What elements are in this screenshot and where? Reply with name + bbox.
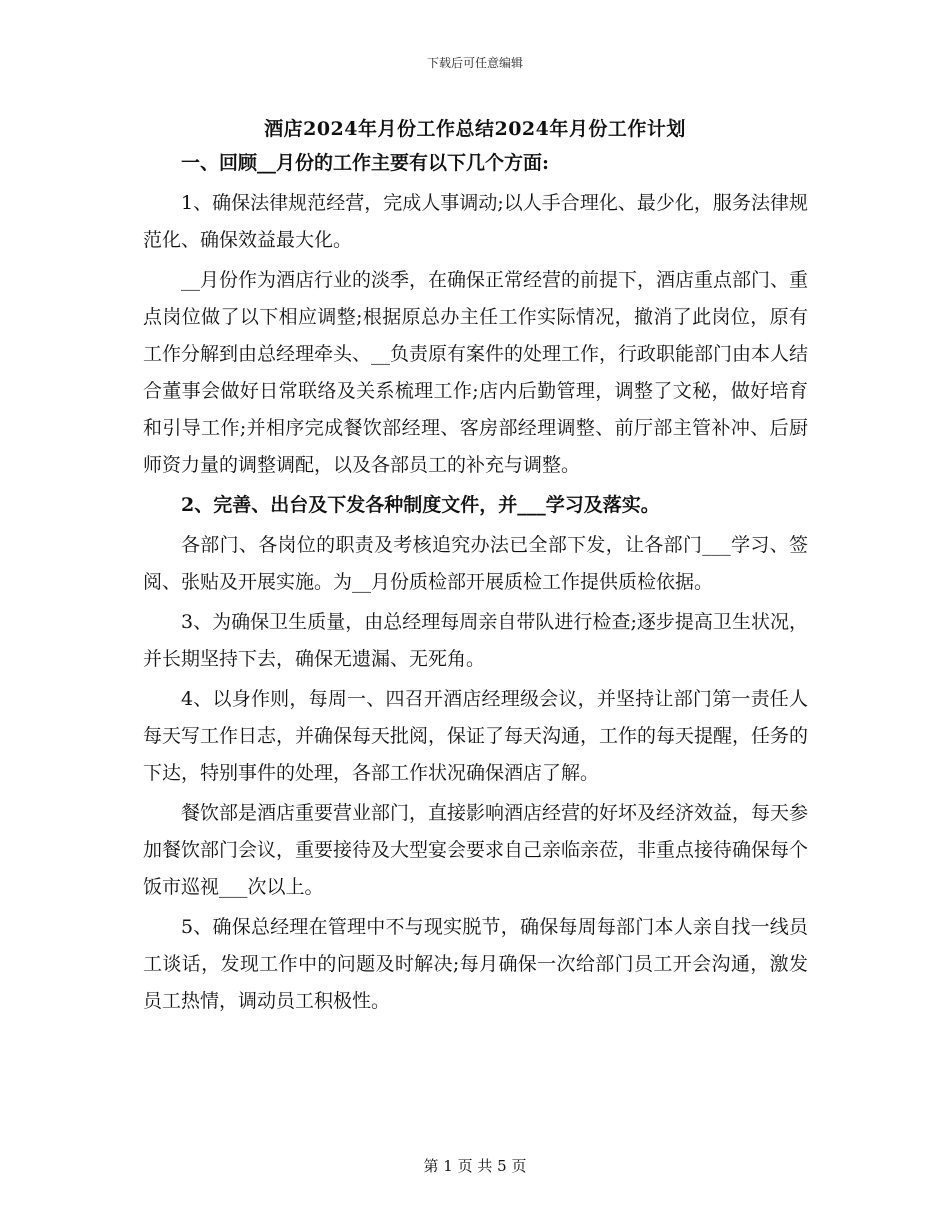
paragraph-item-3: 3、为确保卫生质量，由总经理每周亲自带队进行检查;逐步提高卫生状况，并长期坚持下去，确保无遗漏、无死角。 bbox=[143, 611, 808, 670]
paragraph-item-1: 1、确保法律规范经营，完成人事调动;以人手合理化、最少化，服务法律规范化、确保效益最大化。 bbox=[143, 192, 808, 251]
paragraph-section-1-heading: 一、回顾__月份的工作主要有以下几个方面: bbox=[181, 152, 550, 174]
page-number: 第 1 页 共 5 页 bbox=[423, 1157, 527, 1175]
paragraph-item-1-detail: __月份作为酒店行业的淡季，在确保正常经营的前提下，酒店重点部门、重点岗位做了以下相应调整;根据原总办主任工作实际情况，撤消了此岗位，原有工作分解到由总经理牵头、__负责原有案件的处理工作，行政职能部门由本人结合董事会做好日常联络及关系梳理工作;店内后勤管理，调整了文秘，做好培育和引导工作;并相序完成餐饮部经理、客房部经理调整、前厅部主管补冲、后厨师资力量的调整调配，以及各部员工的补充与调整。 bbox=[143, 269, 809, 476]
paragraph-item-4: 4、以身作则，每周一、四召开酒店经理级会议，并坚持让部门第一责任人每天写工作日志，并确保每天批阅，保证了每天沟通，工作的每天提醒，任务的下达，特别事件的处理，各部工作状况确保酒店了解。 bbox=[143, 688, 809, 784]
paragraph-item-5: 5、确保总经理在管理中不与现实脱节，确保每周每部门本人亲自找一线员工谈话，发现工作中的问题及时解决;每月确保一次给部门员工开会沟通，激发员工热情，调动员工积极性。 bbox=[143, 916, 808, 1012]
document-title: 酒店2024年月份工作总结2024年月份工作计划 bbox=[264, 118, 686, 140]
paragraph-item-2-detail: 各部门、各岗位的职责及考核追究办法已全部下发，让各部门___学习、签阅、张贴及开展实施。为__月份质检部开展质检工作提供质检依据。 bbox=[143, 534, 808, 593]
document-body bbox=[143, 145, 808, 1020]
header-note: 下载后可任意编辑 bbox=[426, 56, 523, 70]
paragraph-item-2-heading: 2、完善、出台及下发各种制度文件，并___学习及落实。 bbox=[181, 494, 660, 516]
paragraph-item-4-detail: 餐饮部是酒店重要营业部门，直接影响酒店经营的好坏及经济效益，每天参加餐饮部门会议，重要接待及大型宴会要求自己亲临亲莅，非重点接待确保每个饭市巡视___次以上。 bbox=[143, 802, 809, 898]
